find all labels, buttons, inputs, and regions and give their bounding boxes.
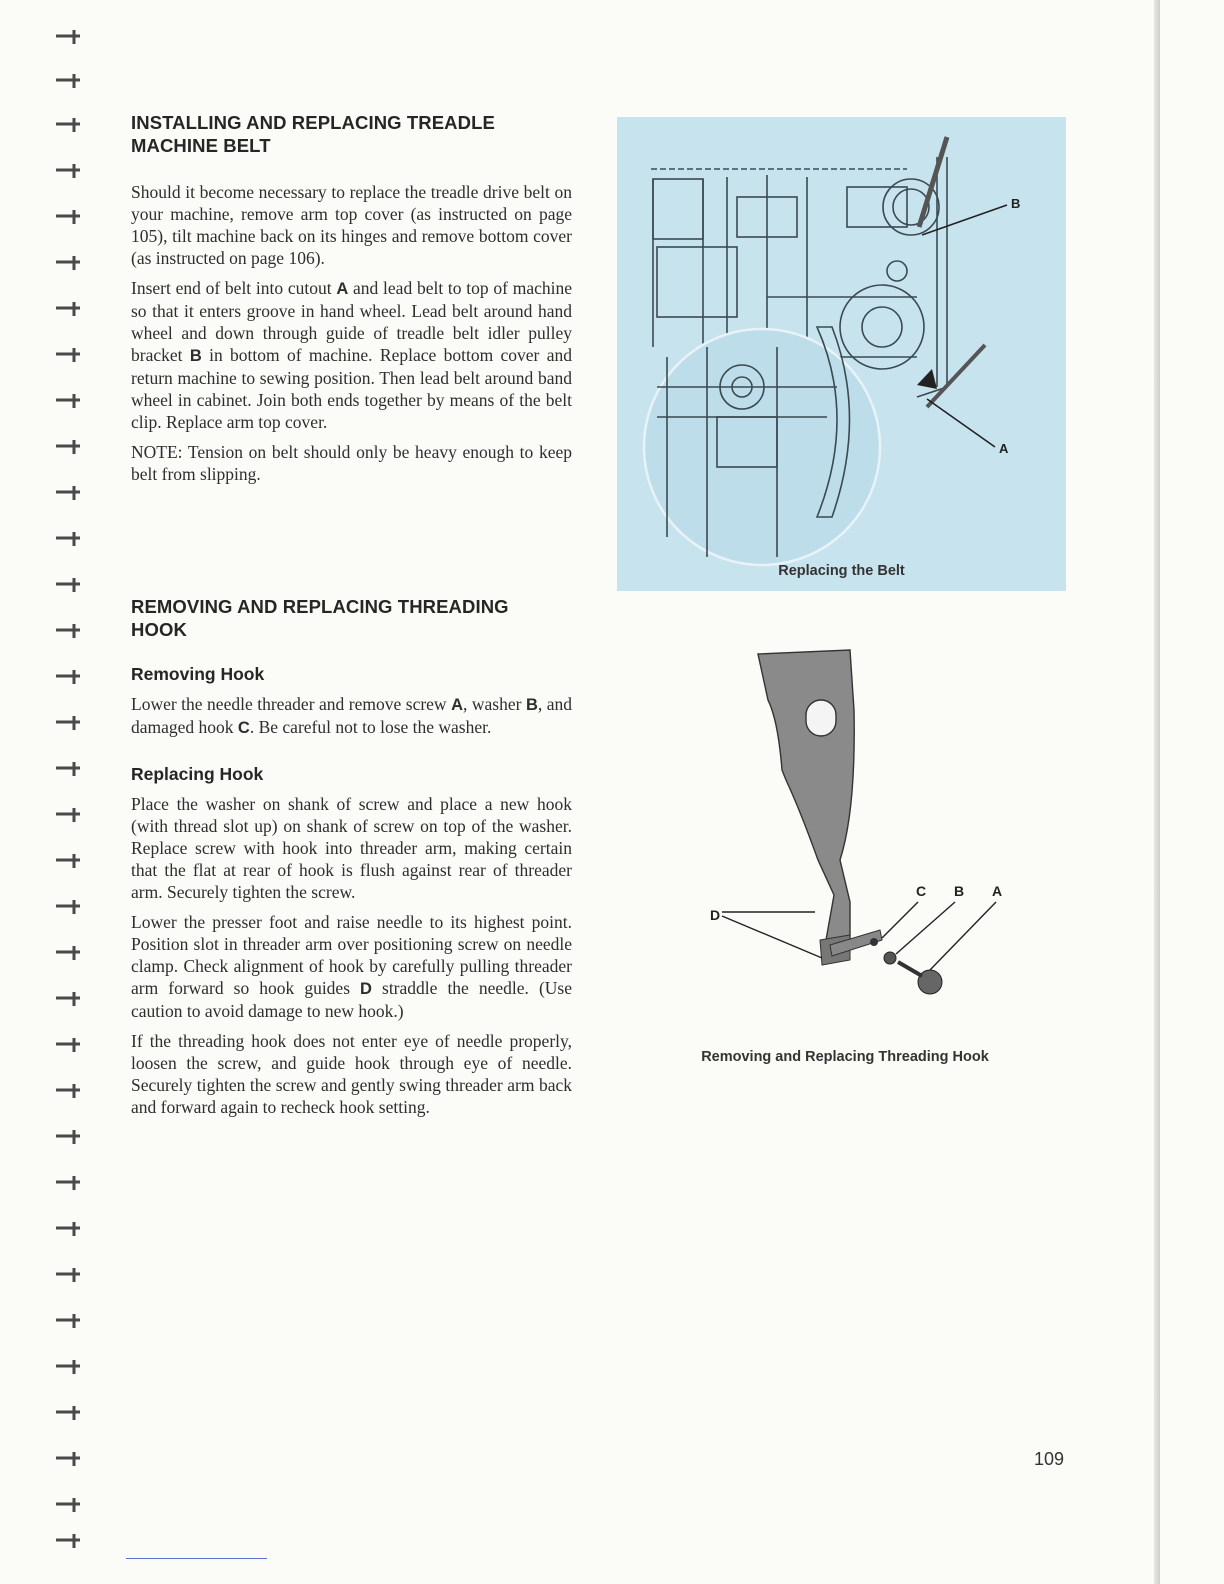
paragraph-belt-note: NOTE: Tension on belt should only be heavy enough to keep belt from slipping. bbox=[131, 442, 572, 484]
paragraph-belt-intro: Should it become necessary to replace the treadle drive belt on your machine, remove arm top cover (as instructed on page 105), tilt machine back on its hinges and remove bottom cover (as instructed on page 106). bbox=[131, 182, 572, 268]
heading-replacing-hook: Replacing Hook bbox=[131, 764, 264, 784]
figure2-caption: Removing and Replacing Threading Hook bbox=[701, 1049, 989, 1065]
figure2-label-c: C bbox=[916, 883, 927, 899]
heading-removing-hook: Removing Hook bbox=[131, 664, 265, 684]
paragraph-removing-hook: Lower the needle threader and remove screw A, washer B, and damaged hook C. Be careful not to lose the washer. bbox=[131, 694, 572, 737]
page-number: 109 bbox=[1034, 1449, 1065, 1469]
figure1-label-a: A bbox=[999, 441, 1009, 456]
paragraph-replacing-3: If the threading hook does not enter eye of needle properly, loosen the screw, and guide hook through eye of needle. Securely tighten the screw and gently swing threader arm back and forward again to recheck hook setting. bbox=[131, 1031, 572, 1117]
paragraph-replacing-1: Place the washer on shank of screw and place a new hook (with thread slot up) on shank of screw on top of the washer. Replace screw with hook into threader arm, making certain that the flat at rear of hook is flush against rear of threader arm. Securely tighten the screw. bbox=[131, 794, 572, 902]
figure2-label-d: D bbox=[710, 907, 721, 923]
paragraph-belt-steps: Insert end of belt into cutout A and lead belt to top of machine so that it enters groove in hand wheel. Lead belt around hand wheel and down through guide of treadle belt idler pulley bracket B in bottom of machine. Replace bottom cover and return machine to sewing position. Then lead belt around band wheel in cabinet. Join both ends together by means of the belt clip. Replace arm top cover. bbox=[131, 278, 572, 432]
figure2-label-a: A bbox=[992, 883, 1003, 899]
figure1-caption: Replacing the Belt bbox=[778, 563, 905, 579]
figure1-label-b: B bbox=[1011, 196, 1021, 211]
footer-rule bbox=[126, 1558, 267, 1559]
figure2-label-b: B bbox=[954, 883, 965, 899]
spiral-binding bbox=[50, 20, 90, 1560]
section-title-hook: REMOVING AND REPLACING THREADING HOOK bbox=[131, 596, 509, 640]
section-title-belt: INSTALLING AND REPLACING TREADLE MACHINE BELT bbox=[131, 112, 495, 156]
figure-replacing-belt bbox=[617, 117, 1066, 591]
section-hook bbox=[131, 595, 572, 1118]
belt-illustration bbox=[617, 117, 1066, 591]
section-belt bbox=[131, 111, 572, 485]
threading-hook-illustration bbox=[700, 640, 1020, 1010]
paragraph-replacing-2: Lower the presser foot and raise needle to its highest point. Position slot in threader arm over positioning screw on needle clamp. Check alignment of hook by carefully pulling threader arm forward so hook guides D straddle the needle. (Use caution to avoid damage to new hook.) bbox=[131, 912, 572, 1021]
page-edge bbox=[1154, 0, 1160, 1584]
